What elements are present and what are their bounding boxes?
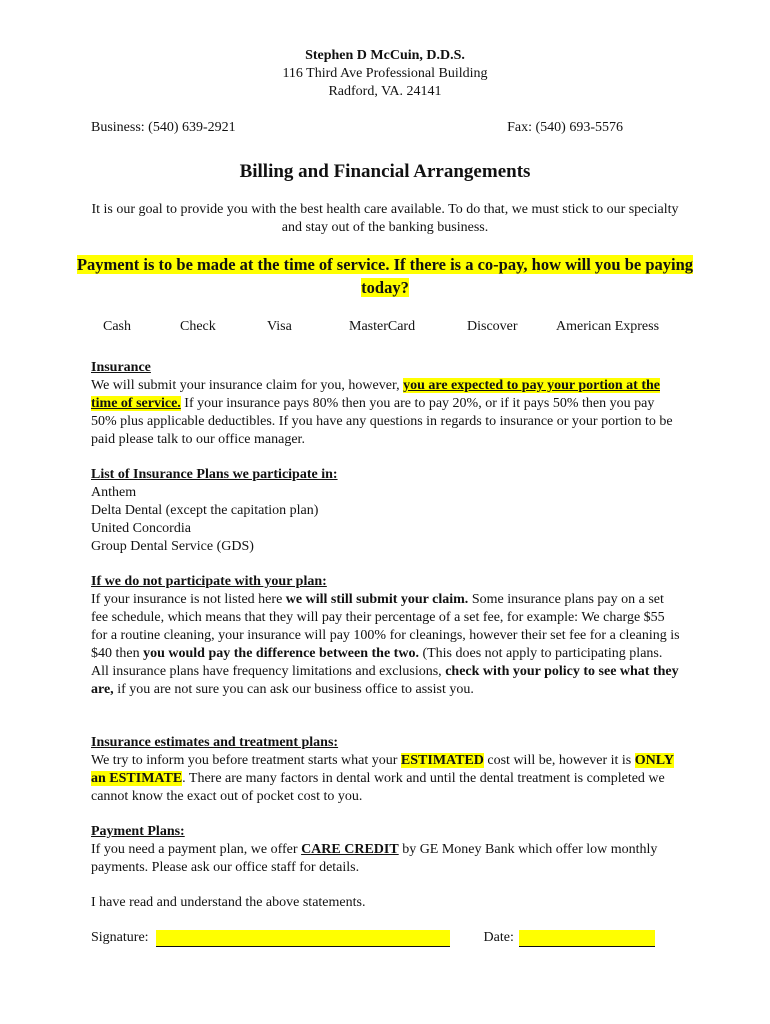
plans-heading: List of Insurance Plans we participate in:: [91, 467, 338, 482]
signature-label: Signature:: [91, 930, 149, 945]
insurance-heading: Insurance: [91, 360, 151, 375]
plan-item: United Concordia: [91, 521, 191, 536]
plan-item: Group Dental Service (GDS): [91, 539, 254, 554]
np-bold-1: we will still submit your claim.: [285, 592, 469, 607]
payment-methods: [103, 318, 683, 338]
np-text-4: if you are not sure you can ask our business office to assist you.: [113, 682, 474, 697]
practice-address-line1: 116 Third Ave Professional Building: [282, 66, 488, 81]
pp-text-2: by GE Money Bank which offer low monthly payments. Please ask our office staff for details.: [91, 842, 658, 875]
nonparticipating-section: [91, 573, 681, 699]
payment-plans-heading: Payment Plans:: [91, 824, 185, 839]
estimates-heading: Insurance estimates and treatment plans:: [91, 735, 339, 750]
nonparticipating-heading: If we do not participate with your plan:: [91, 574, 327, 589]
est-text-3: . There are many factors in dental work and until the dental treatment is completed we cannot know the exact out of pocket cost to you.: [91, 771, 665, 804]
np-bold-2: you would pay the difference between the two.: [143, 646, 419, 661]
estimates-body: [91, 752, 681, 806]
est-text-1: We try to inform you before treatment starts what your: [91, 753, 401, 768]
page-title: Billing and Financial Arrangements: [239, 161, 531, 182]
insurance-text-1: We will submit your insurance claim for you, however,: [91, 378, 404, 393]
acknowledge-statement: I have read and understand the above statements.: [91, 895, 366, 910]
np-text-3: (This does not apply to participating plans. All insurance plans have frequency limitations and exclusions,: [91, 646, 663, 679]
est-text-2: cost will be, however it is: [483, 753, 635, 768]
payment-method-check: Check: [180, 319, 216, 334]
signature-row: [91, 929, 691, 949]
insurance-section: [91, 359, 681, 449]
date-label: Date:: [483, 930, 514, 945]
payment-method-discover: Discover: [467, 319, 518, 334]
contact-row: [91, 119, 623, 137]
practice-address-line2: Radford, VA. 24141: [328, 84, 442, 99]
fax-number: Fax: (540) 693-5576: [507, 120, 623, 135]
insurance-body: [91, 377, 681, 449]
payment-banner-text: Payment is to be made at the time of service. If there is a co-pay, how will you be paying today?: [76, 255, 694, 297]
practice-header: [0, 47, 770, 101]
payment-method-mastercard: MasterCard: [349, 319, 416, 334]
est-highlight-only-estimate: ONLY an ESTIMATE: [91, 753, 674, 786]
estimates-section: [91, 734, 681, 806]
payment-method-visa: Visa: [267, 319, 292, 334]
insurance-text-2: If your insurance pays 80% then you are to pay 20%, or if it pays 50% then you pay 50% plus applicable deductibles. If you have any questions in regards to insurance or your portion to be paid please talk to our office manager.: [91, 396, 673, 447]
payment-method-american-express: American Express: [556, 319, 660, 334]
np-text-1: If your insurance is not listed here: [91, 592, 286, 607]
pp-care-credit: CARE CREDIT: [301, 842, 399, 857]
plan-item: Anthem: [91, 485, 137, 500]
payment-plans-body: [91, 841, 681, 877]
payment-plans-section: [91, 823, 681, 877]
nonparticipating-body: [91, 591, 681, 699]
insurance-highlight: you are expected to pay your portion at the time of service.: [91, 378, 660, 411]
plans-section: [91, 466, 681, 556]
signature-field[interactable]: [156, 930, 450, 947]
payment-banner: [75, 253, 695, 299]
intro-text: It is our goal to provide you with the best health care available. To do that, we must stick to our specialty and stay out of the banking business.: [91, 202, 679, 235]
np-bold-3: check with your policy to see what they are,: [91, 664, 679, 697]
est-highlight-estimated: ESTIMATED: [400, 753, 484, 768]
pp-text-1: If you need a payment plan, we offer: [91, 842, 302, 857]
plan-item: Delta Dental (except the capitation plan): [91, 503, 319, 518]
practice-name: Stephen D McCuin, D.D.S.: [305, 48, 465, 63]
payment-method-cash: Cash: [103, 319, 131, 334]
date-field[interactable]: [519, 930, 655, 947]
np-text-2: Some insurance plans pay on a set fee schedule, which means that they will pay their percentage of a set fee, for example: We charge $55 for a routine cleaning, your insurance will pay 100% for cleanings, however their set fee for a cleaning is $40 then: [91, 592, 680, 661]
business-phone: Business: (540) 639-2921: [91, 120, 236, 135]
